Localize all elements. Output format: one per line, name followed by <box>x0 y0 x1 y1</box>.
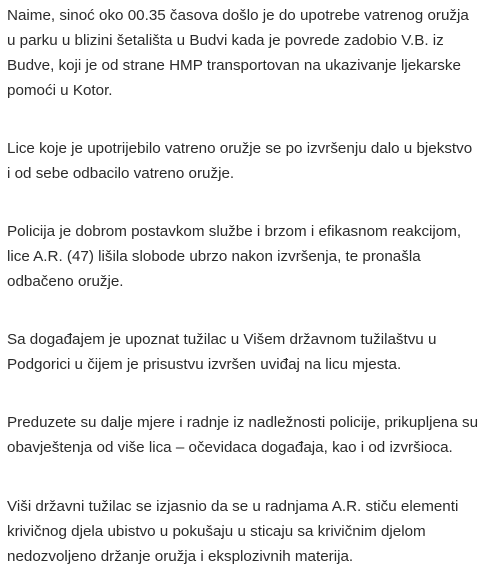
paragraph-line: u parku u blizini šetališta u Budvi kada je povrede zadobio V.B. iz <box>7 32 444 49</box>
paragraph-line: Viši državni tužilac se izjasnio da se u radnjama A.R. stiču elementi <box>7 498 459 515</box>
paragraph-line: lice A.R. (47) lišila slobode ubrzo nakon izvršenja, te pronašla <box>7 248 421 265</box>
paragraph-line: pomoći u Kotor. <box>7 82 113 99</box>
paragraph-line: Budve, koji je od strane HMP transportovan na ukazivanje ljekarske <box>7 57 461 74</box>
paragraph-6 <box>7 494 479 569</box>
paragraph-line: odbačeno oružje. <box>7 273 124 290</box>
paragraph-line: Sa događajem je upoznat tužilac u Višem državnom tužilaštvu u <box>7 331 437 348</box>
paragraph-4 <box>7 327 479 377</box>
paragraph-line: nedozvoljeno držanje oružja i eksplozivnih materija. <box>7 548 354 565</box>
paragraph-3 <box>7 219 479 294</box>
paragraph-line: i od sebe odbacilo vatreno oružje. <box>7 165 235 182</box>
paragraph-2 <box>7 136 479 186</box>
paragraph-line: Preduzete su dalje mjere i radnje iz nadležnosti policije, prikupljena su <box>7 414 479 431</box>
paragraph-line: krivičnog djela ubistvo u pokušaju u sticaju sa krivičnim djelom <box>7 523 426 540</box>
paragraph-line: obavještenja od više lica – očevidaca događaja, kao i od izvršioca. <box>7 439 453 456</box>
article-body <box>7 3 479 569</box>
paragraph-1 <box>7 3 479 103</box>
paragraph-line: Policija je dobrom postavkom službe i brzom i efikasnom reakcijom, <box>7 223 462 240</box>
paragraph-line: Lice koje je upotrijebilo vatreno oružje se po izvršenju dalo u bjekstvo <box>7 140 473 157</box>
paragraph-line: Naime, sinoć oko 00.35 časova došlo je do upotrebe vatrenog oružja <box>7 7 469 24</box>
paragraph-5 <box>7 410 479 460</box>
paragraph-line: Podgorici u čijem je prisustvu izvršen uviđaj na licu mjesta. <box>7 356 402 373</box>
